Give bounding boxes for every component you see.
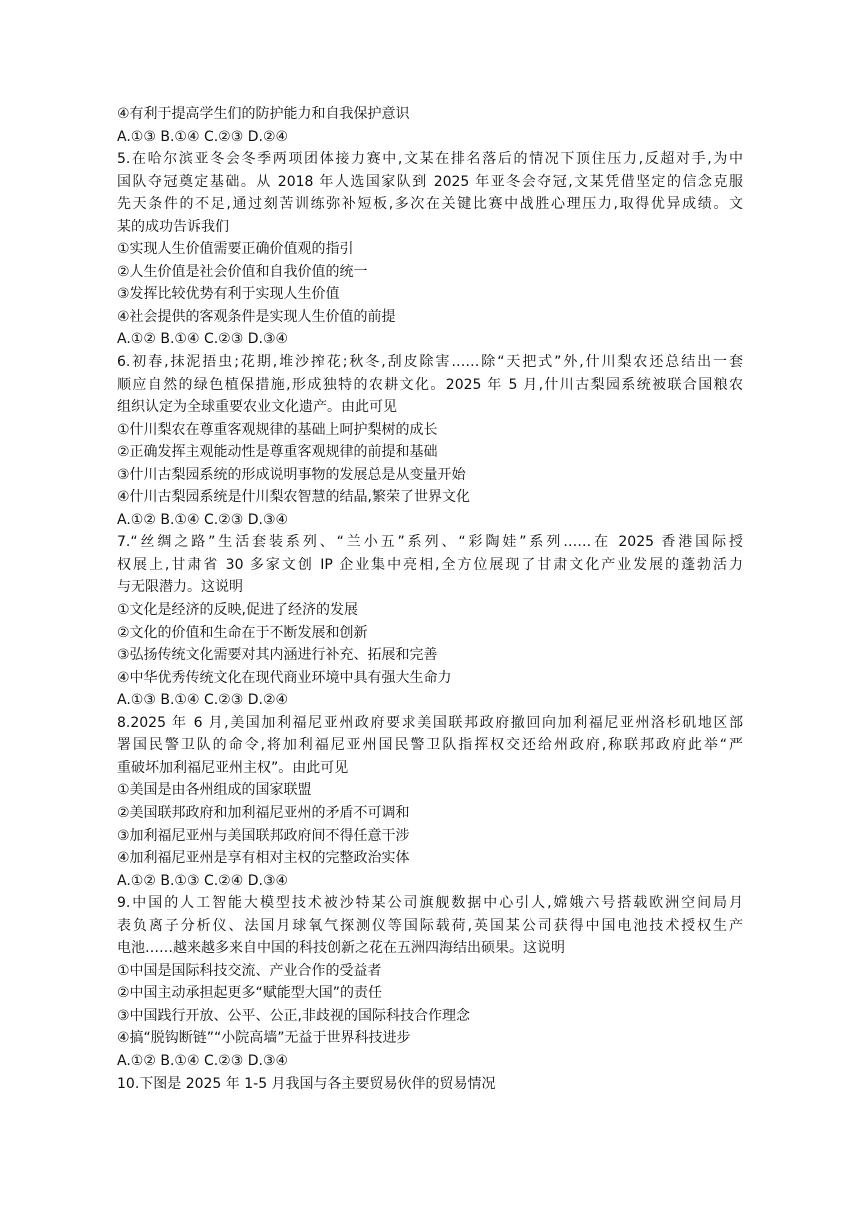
q7-answer-choices: A.①③ B.①④ C.②③ D.②④ — [117, 692, 289, 709]
q5-option-3: ③发挥比较优势有利于实现人生价值 — [117, 286, 340, 303]
q8-option-2: ②美国联邦政府和加利福尼亚州的矛盾不可调和 — [117, 804, 410, 821]
q9-option-1: ①中国是国际科技交流、产业合作的受益者 — [117, 962, 382, 979]
q4-answer-choices: A.①③ B.①④ C.②③ D.②④ — [117, 128, 289, 145]
q6-stem-line: 顺应自然的绿色植保措施,形成独特的农耕文化。2025 年 5 月,什川古梨园系统被联合国粮农 — [117, 376, 743, 393]
q7-stem-line: 权展上,甘肃省 30 多家文创 IP 企业集中亮相,全方位展现了甘肃文化产业发展的蓬勃活力 — [117, 556, 743, 573]
q5-option-2: ②人生价值是社会价值和自我价值的统一 — [117, 263, 368, 280]
q9-option-3: ③中国践行开放、公平、公正,非歧视的国际科技合作理念 — [117, 1007, 470, 1024]
q6-option-4: ④什川古梨园系统是什川梨农智慧的结晶,繁荣了世界文化 — [117, 489, 470, 506]
q4-option-4: ④有利于提高学生们的防护能力和自我保护意识 — [117, 106, 410, 122]
q9-answer-choices: A.①② B.①④ C.②③ D.③④ — [117, 1052, 289, 1069]
q8-stem-line: 8.2025 年 6 月,美国加利福尼亚州政府要求美国联邦政府撤回向加利福尼亚州洛杉矶地区部 — [117, 714, 743, 731]
q5-answer-choices: A.①② B.①④ C.②③ D.③④ — [117, 331, 289, 348]
q9-option-4: ④搞“脱钩断链”“小院高墙”无益于世界科技进步 — [117, 1030, 411, 1047]
q7-option-2: ②文化的价值和生命在于不断发展和创新 — [117, 624, 368, 641]
q9-stem-line: 9.中国的人工智能大模型技术被沙特某公司旗舰数据中心引人,嫦娥六号搭载欧洲空间局月 — [117, 895, 743, 912]
q6-option-1: ①什川梨农在尊重客观规律的基础上呵护梨树的成长 — [117, 421, 438, 438]
q8-answer-choices: A.①② B.①③ C.②④ D.③④ — [117, 872, 289, 889]
q5-stem-line: 5.在哈尔滨亚冬会冬季两项团体接力赛中,文某在排名落后的情况下顶住压力,反超对手,为中 — [117, 151, 743, 168]
q8-option-4: ④加利福尼亚州是享有相对主权的完整政治实体 — [117, 850, 410, 867]
document-page — [117, 103, 743, 1095]
q9-option-2: ②中国主动承担起更多“赋能型大国”的责任 — [117, 985, 383, 1002]
q7-option-1: ①文化是经济的反映,促进了经济的发展 — [117, 602, 358, 619]
q5-option-4: ④社会提供的客观条件是实现人生价值的前提 — [117, 308, 396, 325]
q7-option-4: ④中华优秀传统文化在现代商业环境中具有强大生命力 — [117, 669, 452, 686]
q6-option-3: ③什川古梨园系统的形成说明事物的发展总是从变量开始 — [117, 466, 466, 483]
q7-stem-line: 与无限潜力。这说明 — [117, 579, 243, 596]
q5-stem-line: 某的成功告诉我们 — [117, 218, 229, 235]
q5-option-1: ①实现人生价值需要正确价值观的指引 — [117, 241, 354, 258]
q6-option-2: ②正确发挥主观能动性是尊重客观规律的前提和基础 — [117, 444, 438, 461]
q6-stem-line: 6.初春,抹泥捂虫;花期,堆沙搾花;秋冬,刮皮除害……除“天把式”外,什川梨农还总结出一套 — [117, 354, 743, 371]
q5-stem-line: 先天条件的不足,通过刻苦训练弥补短板,多次在关键比赛中战胜心理压力,取得优异成绩。文 — [117, 196, 743, 213]
q8-stem-line: 署国民警卫队的命令,将加利福尼亚州国民警卫队指挥权交还给州政府,称联邦政府此举“严 — [117, 737, 743, 754]
q7-option-3: ③弘扬传统文化需要对其内涵进行补充、拓展和完善 — [117, 647, 438, 664]
q7-stem-line: 7.“丝绸之路”生活套装系列、“兰小五”系列、“彩陶娃”系列……在 2025 香港国际授 — [117, 534, 743, 551]
q8-stem-line: 重破坏加利福尼亚州主权”。由此可见 — [117, 759, 349, 776]
q9-stem-line: 电池……越来越多来自中国的科技创新之花在五洲四海结出硕果。这说明 — [117, 940, 565, 957]
q8-option-3: ③加利福尼亚州与美国联邦政府间不得任意干涉 — [117, 827, 410, 844]
q5-stem-line: 国队夺冠奠定基础。从 2018 年人选国家队到 2025 年亚冬会夺冠,文某凭借坚定的信念克服 — [117, 173, 743, 190]
q6-answer-choices: A.①② B.①④ C.②③ D.③④ — [117, 511, 289, 528]
q9-stem-line: 表负离子分析仪、法国月球氧气探测仪等国际载荷,英国某公司获得中国电池技术授权生产 — [117, 917, 743, 934]
q6-stem-line: 组织认定为全球重要农业文化遗产。由此可见 — [117, 399, 397, 416]
q10-stem-line: 10.下图是 2025 年 1-5 月我国与各主要贸易伙伴的贸易情况 — [117, 1075, 496, 1092]
q8-option-1: ①美国是由各州组成的国家联盟 — [117, 782, 312, 799]
